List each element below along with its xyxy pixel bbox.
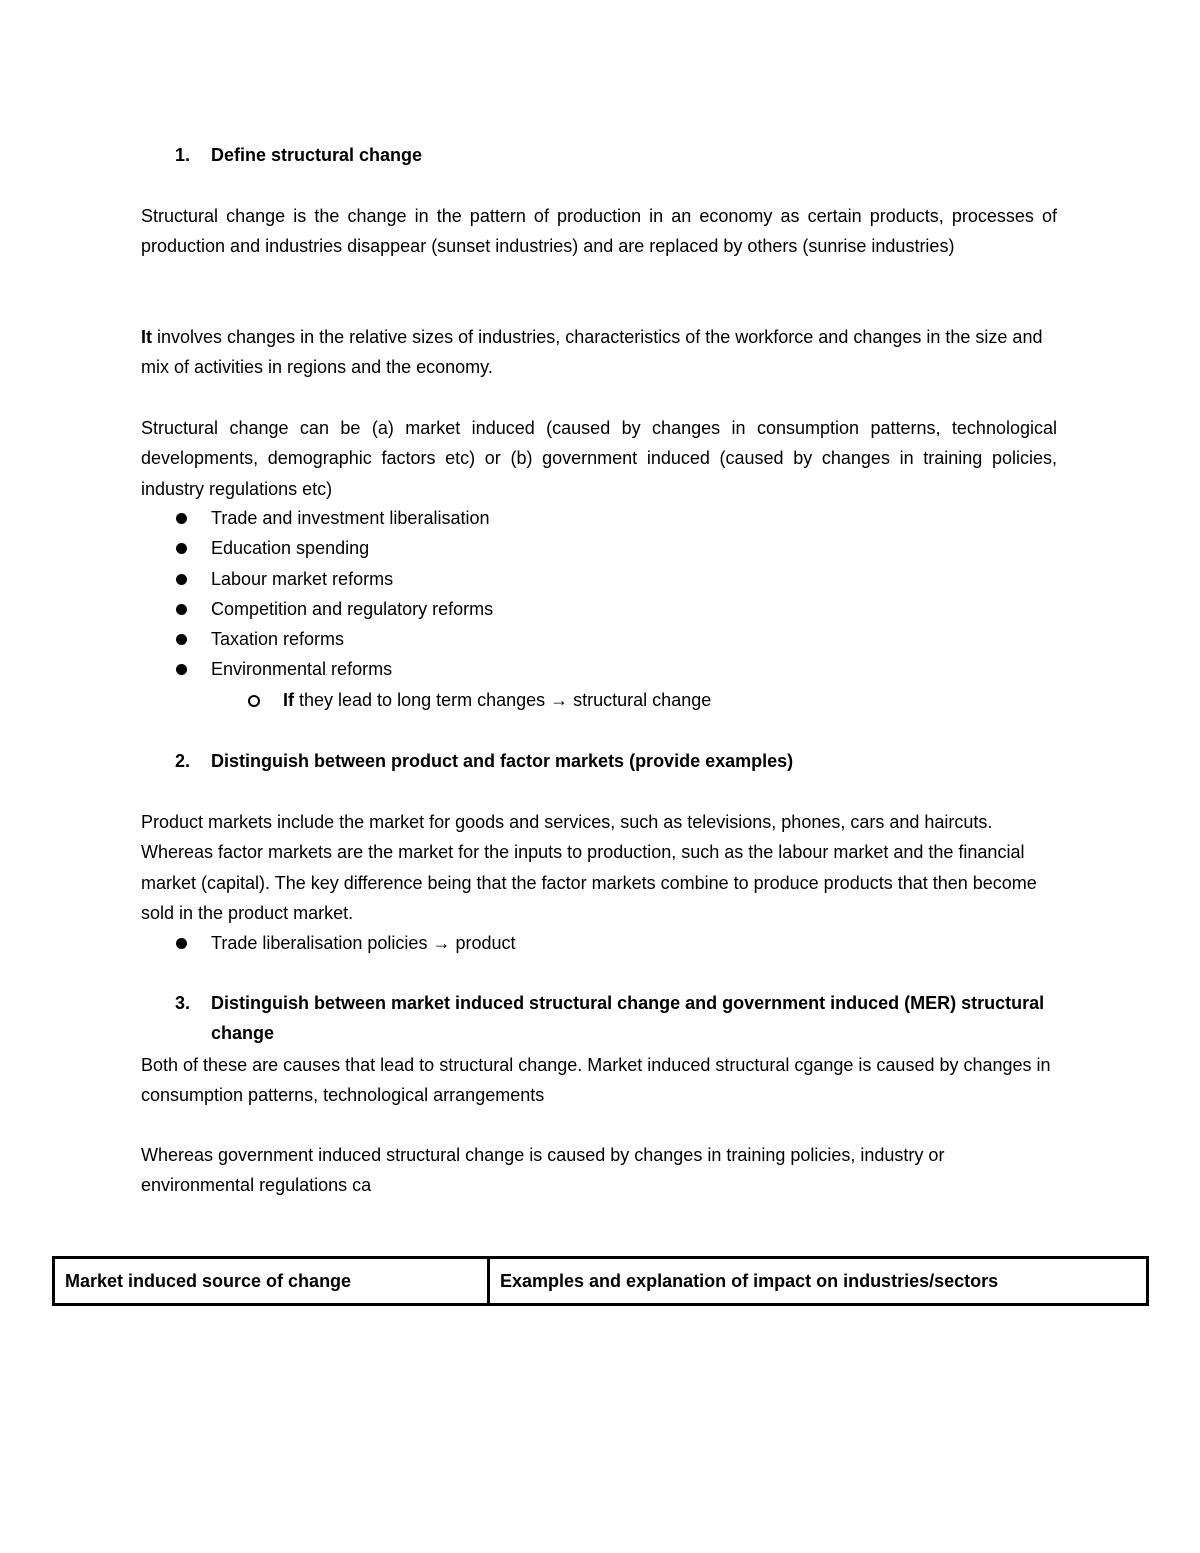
list-item-text: Trade liberalisation policies → product (211, 933, 516, 953)
bullet-icon (176, 634, 187, 645)
list-item (141, 564, 1057, 594)
list-item (141, 624, 1057, 654)
section-1-title: Define structural change (211, 145, 423, 165)
list-item-text: Environmental reforms (211, 659, 393, 680)
impact-table (52, 1256, 1149, 1306)
list-item-text: Taxation reforms (211, 629, 345, 650)
list-item (141, 533, 1057, 563)
section-1-paragraph-2-bold: It (141, 327, 152, 347)
section-1-bullet-list (141, 503, 1057, 715)
section-1-paragraph-3: Structural change can be (a) market induced (caused by changes in consumption patterns, technological developments, demographic factors etc) or (b) government induced (caused by changes in training policies, industry regulations etc) (141, 418, 1057, 499)
list-item-text: Trade and investment liberalisation (211, 508, 490, 528)
section-1-number: 1. (175, 145, 191, 165)
list-item (141, 928, 1057, 958)
list-item-text: Labour market reforms (211, 568, 394, 589)
list-item (141, 503, 1057, 533)
table-header-cell: Examples and explanation of impact on industries/sectors (489, 1258, 1148, 1305)
section-2-number: 2. (175, 751, 191, 771)
bullet-icon (176, 938, 187, 949)
section-2-bullet-list (141, 928, 1057, 958)
bullet-icon (176, 604, 187, 615)
section-3-title: Distinguish between market induced structural change and government induced (MER) structural change (211, 993, 1045, 1043)
sub-list-item (141, 685, 1057, 715)
bullet-icon (176, 664, 187, 675)
section-1-paragraph-2 (141, 322, 1057, 383)
list-item (141, 654, 1057, 684)
section-1-paragraph-2-text: involves changes in the relative sizes of industries, characteristics of the workforce and changes in the size and mix of activities in regions and the economy. (141, 327, 1043, 378)
list-item-text: Competition and regulatory reforms (211, 598, 494, 619)
sub-list-item-text: they lead to long term changes → structural change (294, 689, 712, 710)
section-3-heading (141, 988, 1057, 1048)
bullet-icon (176, 574, 187, 585)
table-header-row (54, 1258, 1148, 1305)
section-1-paragraph-1: Structural change is the change in the pattern of production in an economy as certain products, processes of production and industries disappear (sunset industries) and are replaced by others (sunrise industries) (141, 206, 1057, 257)
hollow-bullet-icon (248, 695, 260, 707)
section-3-paragraph-1: Both of these are causes that lead to structural change. Market induced structural cgange is caused by changes in consumption patterns, technological arrangements (141, 1055, 1051, 1106)
bullet-icon (176, 543, 187, 554)
sub-list-item-bold: If (283, 689, 294, 710)
table-header-cell: Market induced source of change (54, 1258, 489, 1305)
section-2-title: Distinguish between product and factor markets (provide examples) (211, 751, 794, 771)
list-item (141, 594, 1057, 624)
bullet-icon (176, 513, 187, 524)
section-2-paragraph-1: Product markets include the market for goods and services, such as televisions, phones, cars and haircuts. Whereas factor markets are the market for the inputs to production, such as the labour market and the financial market (capital). The key difference being that the factor markets combine to produce products that then become sold in the product market. (141, 812, 1037, 923)
section-3-number: 3. (175, 993, 191, 1013)
list-item-text: Education spending (211, 538, 370, 559)
section-3-paragraph-2: Whereas government induced structural change is caused by changes in training policies, industry or environmental regulations ca (141, 1145, 945, 1196)
